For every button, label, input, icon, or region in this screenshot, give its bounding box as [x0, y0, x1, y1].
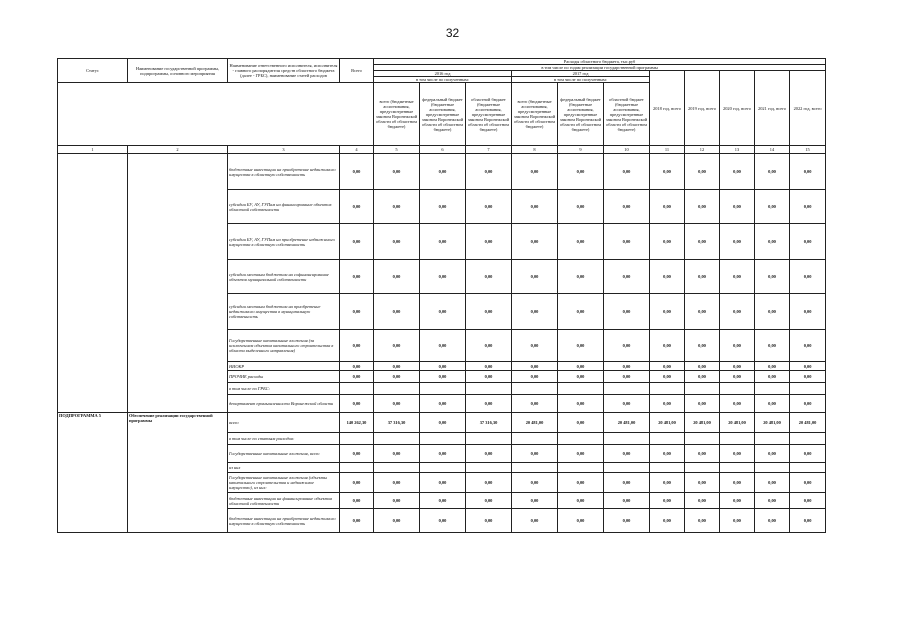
value-cell: 0,00	[340, 473, 374, 493]
value-cell: 0,00	[755, 154, 790, 190]
row-description: субсидии местным бюджетам на софинансирование объектов муниципальной собственности	[228, 260, 340, 294]
value-cell: 0,00	[685, 260, 720, 294]
value-cell: 0,00	[685, 493, 720, 509]
value-cell: 37 316,30	[466, 413, 512, 433]
value-cell: 0,00	[790, 224, 826, 260]
value-cell: 0,00	[420, 294, 466, 330]
value-cell: 0,00	[720, 154, 755, 190]
value-cell: 0,00	[374, 493, 420, 509]
value-cell: 0,00	[558, 224, 604, 260]
value-cell: 0,00	[420, 260, 466, 294]
table-row	[58, 154, 826, 190]
row-description: субсидии местным бюджетам на приобретение недвижимого имущества в муниципальную собственность	[228, 294, 340, 330]
value-cell: 0,00	[650, 224, 685, 260]
value-cell: 0,00	[755, 190, 790, 224]
value-cell: 0,00	[512, 190, 558, 224]
value-cell: 0,00	[466, 362, 512, 371]
value-cell: 0,00	[650, 473, 685, 493]
subprogram-status: ПОДПРОГРАММА 5	[58, 413, 128, 533]
value-cell: 0,00	[604, 493, 650, 509]
value-cell: 0,00	[374, 294, 420, 330]
value-cell: 0,00	[558, 509, 604, 533]
table-header	[58, 59, 826, 154]
value-cell: 0,00	[420, 509, 466, 533]
header-col-11: 2018 год, всего	[650, 71, 685, 146]
row-description: в том числе по статьям расходов:	[228, 433, 340, 445]
value-cell	[466, 433, 512, 445]
value-cell: 0,00	[340, 509, 374, 533]
budget-table	[57, 58, 826, 533]
value-cell: 0,00	[558, 493, 604, 509]
header-col-9: федеральный бюджет (бюджетные ассигнования, предусмотренные законом Воронежской области об областном бюджете)	[558, 83, 604, 146]
header-incl-realization: в том числе по годам реализации государственной программы	[374, 65, 826, 71]
value-cell: 0,00	[374, 330, 420, 362]
column-number-1: 1	[58, 146, 128, 154]
header-col-12: 2019 год, всего	[685, 71, 720, 146]
value-cell: 0,00	[420, 371, 466, 383]
row-description: Государственные капитальные вложения (объекты капитального строительства и недвижимое имущество), из них:	[228, 473, 340, 493]
header-col-13: 2020 год, всего	[720, 71, 755, 146]
value-cell: 0,00	[558, 260, 604, 294]
value-cell: 0,00	[374, 260, 420, 294]
value-cell: 20 481,00	[790, 413, 826, 433]
value-cell: 20 481,00	[685, 413, 720, 433]
value-cell: 0,00	[604, 260, 650, 294]
value-cell: 0,00	[604, 330, 650, 362]
value-cell: 0,00	[790, 493, 826, 509]
value-cell: 0,00	[512, 362, 558, 371]
value-cell: 0,00	[685, 473, 720, 493]
value-cell: 0,00	[650, 154, 685, 190]
header-program-name: Наименование государственной программы, подпрограммы, основного мероприятия	[128, 59, 228, 83]
row-description: бюджетные инвестиции на приобретение недвижимого имущества в областную собственность	[228, 509, 340, 533]
value-cell: 0,00	[790, 260, 826, 294]
value-cell: 0,00	[340, 190, 374, 224]
column-number-10: 10	[604, 146, 650, 154]
column-number-8: 8	[512, 146, 558, 154]
value-cell: 0,00	[720, 190, 755, 224]
value-cell: 0,00	[720, 371, 755, 383]
row-description: всего	[228, 413, 340, 433]
header-col-8: всего (бюджетные ассигнования, предусмотренные законом Воронежской области об областном бюджете)	[512, 83, 558, 146]
value-cell: 0,00	[720, 395, 755, 413]
value-cell	[604, 383, 650, 395]
value-cell	[466, 383, 512, 395]
value-cell: 0,00	[755, 362, 790, 371]
value-cell: 0,00	[374, 473, 420, 493]
value-cell: 0,00	[685, 395, 720, 413]
value-cell: 0,00	[340, 395, 374, 413]
value-cell: 20 481,00	[604, 413, 650, 433]
value-cell: 0,00	[420, 473, 466, 493]
value-cell	[650, 463, 685, 473]
value-cell	[755, 463, 790, 473]
value-cell: 0,00	[466, 330, 512, 362]
value-cell: 0,00	[558, 330, 604, 362]
column-number-13: 13	[720, 146, 755, 154]
value-cell: 0,00	[755, 445, 790, 463]
row-description: Государственные капитальные вложения (за исключением объектов капитального строительства в области выделенного направления)	[228, 330, 340, 362]
value-cell: 0,00	[374, 190, 420, 224]
value-cell: 0,00	[466, 395, 512, 413]
value-cell	[374, 433, 420, 445]
value-cell: 0,00	[558, 294, 604, 330]
value-cell: 0,00	[755, 473, 790, 493]
value-cell: 0,00	[650, 260, 685, 294]
header-col-5: всего (бюджетные ассигнования, предусмотренные законом Воронежской области об областном бюджете)	[374, 83, 420, 146]
value-cell: 0,00	[720, 509, 755, 533]
value-cell: 0,00	[558, 190, 604, 224]
value-cell: 0,00	[685, 509, 720, 533]
value-cell: 37 316,30	[374, 413, 420, 433]
value-cell: 0,00	[755, 260, 790, 294]
value-cell: 0,00	[604, 224, 650, 260]
value-cell: 0,00	[685, 371, 720, 383]
value-cell: 0,00	[650, 330, 685, 362]
header-col-14: 2021 год, всего	[755, 71, 790, 146]
value-cell: 0,00	[340, 493, 374, 509]
status-cell-empty	[58, 154, 128, 413]
value-cell: 0,00	[466, 371, 512, 383]
value-cell	[558, 463, 604, 473]
value-cell: 0,00	[755, 371, 790, 383]
value-cell: 0,00	[604, 190, 650, 224]
value-cell	[558, 383, 604, 395]
row-description: бюджетные инвестиции на приобретение недвижимого имущества в областную собственность	[228, 154, 340, 190]
value-cell: 0,00	[755, 330, 790, 362]
value-cell: 0,00	[790, 445, 826, 463]
row-description: субсидии БУ, АУ, ГУПам на финансирование объектов областной собственности	[228, 190, 340, 224]
value-cell: 0,00	[650, 371, 685, 383]
value-cell: 0,00	[466, 190, 512, 224]
value-cell: 0,00	[420, 395, 466, 413]
value-cell: 0,00	[558, 445, 604, 463]
value-cell: 0,00	[685, 190, 720, 224]
value-cell: 0,00	[685, 224, 720, 260]
value-cell: 0,00	[420, 330, 466, 362]
value-cell	[512, 433, 558, 445]
value-cell: 0,00	[512, 294, 558, 330]
value-cell: 0,00	[512, 330, 558, 362]
value-cell: 140 262,30	[340, 413, 374, 433]
value-cell: 20 481,00	[650, 413, 685, 433]
value-cell: 0,00	[340, 294, 374, 330]
value-cell: 0,00	[374, 509, 420, 533]
value-cell: 0,00	[755, 509, 790, 533]
value-cell	[685, 433, 720, 445]
value-cell: 0,00	[604, 473, 650, 493]
value-cell: 0,00	[755, 294, 790, 330]
value-cell: 0,00	[720, 493, 755, 509]
value-cell: 0,00	[650, 362, 685, 371]
column-number-row	[58, 146, 826, 154]
header-total: Всего	[340, 59, 374, 83]
value-cell: 0,00	[340, 330, 374, 362]
column-number-2: 2	[128, 146, 228, 154]
column-number-12: 12	[685, 146, 720, 154]
value-cell	[466, 463, 512, 473]
row-description: департамент промышленности Воронежской области	[228, 395, 340, 413]
value-cell	[790, 433, 826, 445]
value-cell: 0,00	[604, 154, 650, 190]
value-cell	[374, 463, 420, 473]
value-cell: 0,00	[374, 362, 420, 371]
value-cell: 0,00	[420, 413, 466, 433]
value-cell: 0,00	[790, 362, 826, 371]
value-cell: 0,00	[604, 395, 650, 413]
value-cell: 0,00	[558, 473, 604, 493]
table-body	[58, 154, 826, 533]
value-cell: 0,00	[604, 362, 650, 371]
value-cell: 0,00	[558, 371, 604, 383]
value-cell	[512, 463, 558, 473]
value-cell: 0,00	[685, 362, 720, 371]
value-cell	[340, 463, 374, 473]
column-number-7: 7	[466, 146, 512, 154]
value-cell: 0,00	[604, 509, 650, 533]
value-cell: 0,00	[558, 154, 604, 190]
value-cell: 20 481,00	[512, 413, 558, 433]
value-cell: 0,00	[790, 154, 826, 190]
header-incl-received-2017: в том числе по полученным:	[512, 77, 650, 83]
header-col-10: областной бюджет (бюджетные ассигнования, предусмотренные законом Воронежской области об областном бюджете)	[604, 83, 650, 146]
value-cell: 0,00	[466, 473, 512, 493]
value-cell: 0,00	[420, 190, 466, 224]
value-cell: 0,00	[340, 445, 374, 463]
value-cell: 0,00	[685, 330, 720, 362]
value-cell: 0,00	[374, 371, 420, 383]
value-cell: 0,00	[790, 330, 826, 362]
program-cell-empty	[128, 154, 228, 413]
value-cell	[558, 433, 604, 445]
value-cell: 0,00	[466, 509, 512, 533]
column-number-6: 6	[420, 146, 466, 154]
header-expenses-title: Расходы областного бюджета, тыс.руб	[374, 59, 826, 65]
value-cell: 0,00	[512, 224, 558, 260]
value-cell: 0,00	[790, 395, 826, 413]
value-cell: 0,00	[466, 260, 512, 294]
header-incl-received-2016: в том числе по полученным:	[374, 77, 512, 83]
column-number-9: 9	[558, 146, 604, 154]
table-row	[58, 413, 826, 433]
row-description: Государственные капитальные вложения, всего	[228, 445, 340, 463]
value-cell	[685, 463, 720, 473]
value-cell	[650, 383, 685, 395]
value-cell: 0,00	[420, 362, 466, 371]
value-cell: 20 481,00	[720, 413, 755, 433]
value-cell: 0,00	[558, 395, 604, 413]
page-number: 32	[445, 26, 460, 40]
header-year-2016: 2016 год	[374, 71, 512, 77]
value-cell: 0,00	[558, 413, 604, 433]
value-cell: 0,00	[340, 154, 374, 190]
value-cell	[755, 383, 790, 395]
value-cell: 0,00	[340, 362, 374, 371]
row-description: субсидии БУ, АУ, ГУПам на приобретение недвижимого имущества в областную собственность	[228, 224, 340, 260]
value-cell	[790, 463, 826, 473]
value-cell: 0,00	[420, 224, 466, 260]
subprogram-name: Обеспечение реализации государственной программы	[128, 413, 228, 533]
value-cell: 0,00	[374, 395, 420, 413]
value-cell: 0,00	[374, 445, 420, 463]
value-cell: 0,00	[604, 371, 650, 383]
value-cell: 0,00	[604, 294, 650, 330]
row-description: в том числе по ГРБС:	[228, 383, 340, 395]
value-cell: 0,00	[790, 509, 826, 533]
header-status: Статус	[58, 59, 128, 83]
value-cell: 0,00	[466, 493, 512, 509]
value-cell: 0,00	[720, 445, 755, 463]
value-cell: 0,00	[512, 509, 558, 533]
value-cell: 0,00	[420, 493, 466, 509]
value-cell	[420, 463, 466, 473]
value-cell: 0,00	[512, 493, 558, 509]
value-cell: 0,00	[720, 224, 755, 260]
value-cell: 20 481,00	[755, 413, 790, 433]
value-cell	[720, 383, 755, 395]
row-description: НИОКР	[228, 362, 340, 371]
value-cell	[650, 433, 685, 445]
value-cell: 0,00	[466, 294, 512, 330]
column-number-11: 11	[650, 146, 685, 154]
value-cell	[720, 463, 755, 473]
value-cell: 0,00	[512, 371, 558, 383]
value-cell: 0,00	[604, 445, 650, 463]
column-number-15: 15	[790, 146, 826, 154]
value-cell: 0,00	[466, 224, 512, 260]
value-cell: 0,00	[650, 493, 685, 509]
value-cell: 0,00	[755, 224, 790, 260]
row-description: бюджетные инвестиции на финансирование объектов областной собственности	[228, 493, 340, 509]
value-cell: 0,00	[755, 395, 790, 413]
column-number-4: 4	[340, 146, 374, 154]
value-cell: 0,00	[790, 190, 826, 224]
value-cell: 0,00	[558, 362, 604, 371]
value-cell	[755, 433, 790, 445]
value-cell: 0,00	[790, 371, 826, 383]
value-cell: 0,00	[685, 445, 720, 463]
value-cell	[720, 433, 755, 445]
value-cell	[374, 383, 420, 395]
column-number-3: 3	[228, 146, 340, 154]
header-col-7: областной бюджет (бюджетные ассигнования, предусмотренные законом Воронежской области об областном бюджете)	[466, 83, 512, 146]
value-cell: 0,00	[650, 190, 685, 224]
value-cell: 0,00	[512, 395, 558, 413]
value-cell: 0,00	[650, 509, 685, 533]
value-cell: 0,00	[755, 493, 790, 509]
column-number-14: 14	[755, 146, 790, 154]
value-cell: 0,00	[650, 294, 685, 330]
value-cell: 0,00	[374, 154, 420, 190]
value-cell	[685, 383, 720, 395]
value-cell: 0,00	[420, 154, 466, 190]
value-cell	[340, 383, 374, 395]
value-cell: 0,00	[512, 445, 558, 463]
value-cell	[604, 463, 650, 473]
value-cell: 0,00	[374, 224, 420, 260]
header-indicator-name: Наименование ответственного исполнителя, исполнителя - главного распорядителя средств областного бюджета (далее - ГРБС), наименование статей расходов	[228, 59, 340, 83]
budget-table-sheet	[57, 58, 826, 533]
value-cell	[790, 383, 826, 395]
value-cell	[512, 383, 558, 395]
value-cell: 0,00	[790, 294, 826, 330]
value-cell: 0,00	[720, 294, 755, 330]
value-cell: 0,00	[340, 260, 374, 294]
value-cell: 0,00	[466, 445, 512, 463]
value-cell: 0,00	[685, 154, 720, 190]
value-cell: 0,00	[420, 445, 466, 463]
value-cell: 0,00	[720, 260, 755, 294]
value-cell	[420, 383, 466, 395]
value-cell: 0,00	[512, 473, 558, 493]
header-year-2017: 2017 год	[512, 71, 650, 77]
value-cell: 0,00	[720, 473, 755, 493]
value-cell: 0,00	[650, 445, 685, 463]
value-cell: 0,00	[340, 371, 374, 383]
value-cell: 0,00	[790, 473, 826, 493]
value-cell: 0,00	[685, 294, 720, 330]
value-cell	[340, 433, 374, 445]
value-cell: 0,00	[466, 154, 512, 190]
value-cell	[420, 433, 466, 445]
value-cell: 0,00	[512, 154, 558, 190]
value-cell: 0,00	[650, 395, 685, 413]
row-description: из них	[228, 463, 340, 473]
value-cell: 0,00	[720, 362, 755, 371]
value-cell: 0,00	[340, 224, 374, 260]
value-cell: 0,00	[720, 330, 755, 362]
row-description: ПРОЧИЕ расходы	[228, 371, 340, 383]
column-number-5: 5	[374, 146, 420, 154]
value-cell: 0,00	[512, 260, 558, 294]
header-col-6: федеральный бюджет (бюджетные ассигнования, предусмотренные законом Воронежской области об областном бюджете)	[420, 83, 466, 146]
value-cell	[604, 433, 650, 445]
header-col-15: 2022 год, всего	[790, 71, 826, 146]
